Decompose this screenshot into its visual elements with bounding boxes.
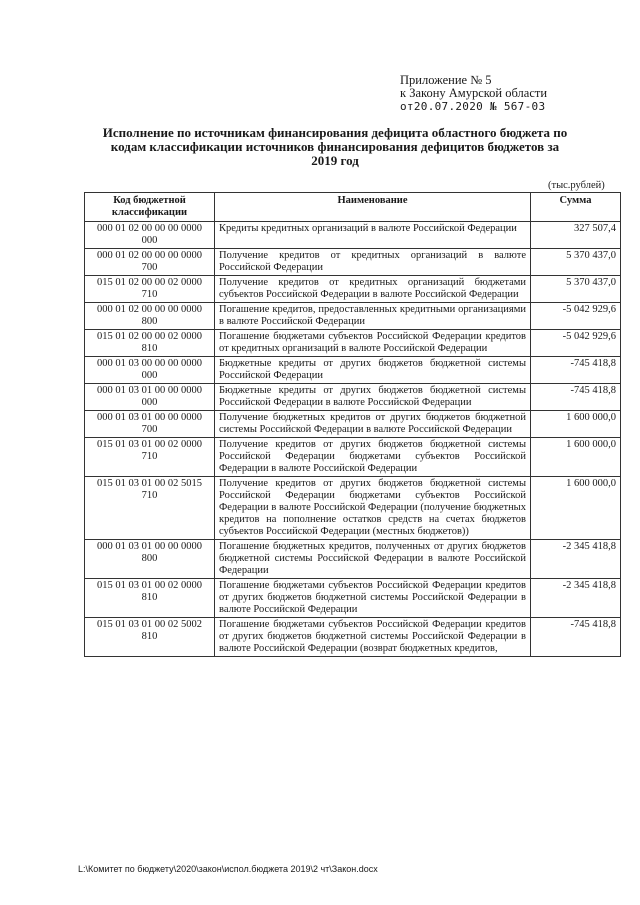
column-header-sum: Сумма <box>531 193 621 222</box>
code-cell: 000 01 03 01 00 00 0000 000 <box>85 384 215 411</box>
column-header-name: Наименование <box>215 193 531 222</box>
name-cell: Получение бюджетных кредитов от других бюджетов бюджетной системы Российской Федерации в валюте Российской Федерации <box>215 411 531 438</box>
name-cell: Погашение бюджетами субъектов Российской Федерации кредитов от других бюджетов бюджетной системы Российской Федерации в валюте Российской Федерации <box>215 579 531 618</box>
code-cell: 015 01 03 01 00 02 5015 710 <box>85 477 215 540</box>
document-title: Исполнение по источникам финансирования дефицита областного бюджета по кодам классификации источников финансирования дефицитов бюджетов за 2019 год <box>102 125 568 168</box>
code-cell: 015 01 02 00 00 02 0000 810 <box>85 330 215 357</box>
table-row <box>85 222 621 249</box>
table-header-row <box>85 193 621 222</box>
sum-cell: -745 418,8 <box>531 384 621 411</box>
code-cell: 000 01 02 00 00 00 0000 000 <box>85 222 215 249</box>
column-header-code: Код бюджетной классификации <box>85 193 215 222</box>
table-row <box>85 330 621 357</box>
table-row <box>85 540 621 579</box>
name-cell: Получение кредитов от других бюджетов бюджетной системы Российской Федерации бюджетами субъектов Российской Федерации в валюте Российской Федерации <box>215 438 531 477</box>
name-cell: Погашение бюджетами субъектов Российской Федерации кредитов от других бюджетов бюджетной системы Российской Федерации в валюте Российской Федерации (возврат бюджетных кредитов, <box>215 618 531 657</box>
code-cell: 015 01 03 01 00 02 0000 810 <box>85 579 215 618</box>
name-cell: Получение кредитов от других бюджетов бюджетной системы Российской Федерации бюджетами субъектов Российской Федерации в валюте Российской Федерации (получение бюджетных кредитов на пополнение остатков средств на счетах бюджетов субъектов Российской Федерации (местных бюджетов)) <box>215 477 531 540</box>
code-cell: 015 01 03 01 00 02 0000 710 <box>85 438 215 477</box>
name-cell: Погашение бюджетных кредитов, полученных от других бюджетов бюджетной системы Российской Федерации в валюте Российской Федерации <box>215 540 531 579</box>
code-cell: 000 01 03 01 00 00 0000 700 <box>85 411 215 438</box>
sum-cell: -5 042 929,6 <box>531 303 621 330</box>
code-cell: 015 01 02 00 00 02 0000 710 <box>85 276 215 303</box>
sum-cell: 5 370 437,0 <box>531 276 621 303</box>
code-cell: 000 01 02 00 00 00 0000 800 <box>85 303 215 330</box>
table-row <box>85 477 621 540</box>
table-row <box>85 384 621 411</box>
code-cell: 000 01 03 01 00 00 0000 800 <box>85 540 215 579</box>
appendix-header <box>400 74 620 113</box>
file-path-footer: L:\Комитет по бюджету\2020\закон\испол.бюджета 2019\2 чт\Закон.docx <box>78 864 378 874</box>
sum-cell: 327 507,4 <box>531 222 621 249</box>
sum-cell: -5 042 929,6 <box>531 330 621 357</box>
table-row <box>85 303 621 330</box>
appendix-number: Приложение № 5 <box>400 73 492 87</box>
sum-cell: -745 418,8 <box>531 357 621 384</box>
table-row <box>85 276 621 303</box>
appendix-law: к Закону Амурской области <box>400 86 548 100</box>
table-row <box>85 249 621 276</box>
code-cell: 000 01 02 00 00 00 0000 700 <box>85 249 215 276</box>
name-cell: Получение кредитов от кредитных организаций бюджетами субъектов Российской Федерации в валюте Российской Федерации <box>215 276 531 303</box>
sum-cell: -2 345 418,8 <box>531 579 621 618</box>
table-row <box>85 411 621 438</box>
appendix-date: от20.07.2020 № 567-03 <box>400 100 546 113</box>
table-row <box>85 438 621 477</box>
sum-cell: -745 418,8 <box>531 618 621 657</box>
table-row <box>85 579 621 618</box>
name-cell: Бюджетные кредиты от других бюджетов бюджетной системы Российской Федерации в валюте Российской Федерации <box>215 384 531 411</box>
code-cell: 000 01 03 00 00 00 0000 000 <box>85 357 215 384</box>
sum-cell: 1 600 000,0 <box>531 411 621 438</box>
sum-cell: -2 345 418,8 <box>531 540 621 579</box>
table-row <box>85 357 621 384</box>
name-cell: Погашение бюджетами субъектов Российской Федерации кредитов от кредитных организаций в валюте Российской Федерации <box>215 330 531 357</box>
units-label: (тыс.рублей) <box>548 180 605 191</box>
code-cell: 015 01 03 01 00 02 5002 810 <box>85 618 215 657</box>
sources-table <box>84 192 621 657</box>
sum-cell: 1 600 000,0 <box>531 438 621 477</box>
name-cell: Кредиты кредитных организаций в валюте Российской Федерации <box>215 222 531 249</box>
sum-cell: 5 370 437,0 <box>531 249 621 276</box>
name-cell: Погашение кредитов, предоставленных кредитными организациями в валюте Российской Федерации <box>215 303 531 330</box>
name-cell: Бюджетные кредиты от других бюджетов бюджетной системы Российской Федерации <box>215 357 531 384</box>
sum-cell: 1 600 000,0 <box>531 477 621 540</box>
name-cell: Получение кредитов от кредитных организаций в валюте Российской Федерации <box>215 249 531 276</box>
table-row <box>85 618 621 657</box>
